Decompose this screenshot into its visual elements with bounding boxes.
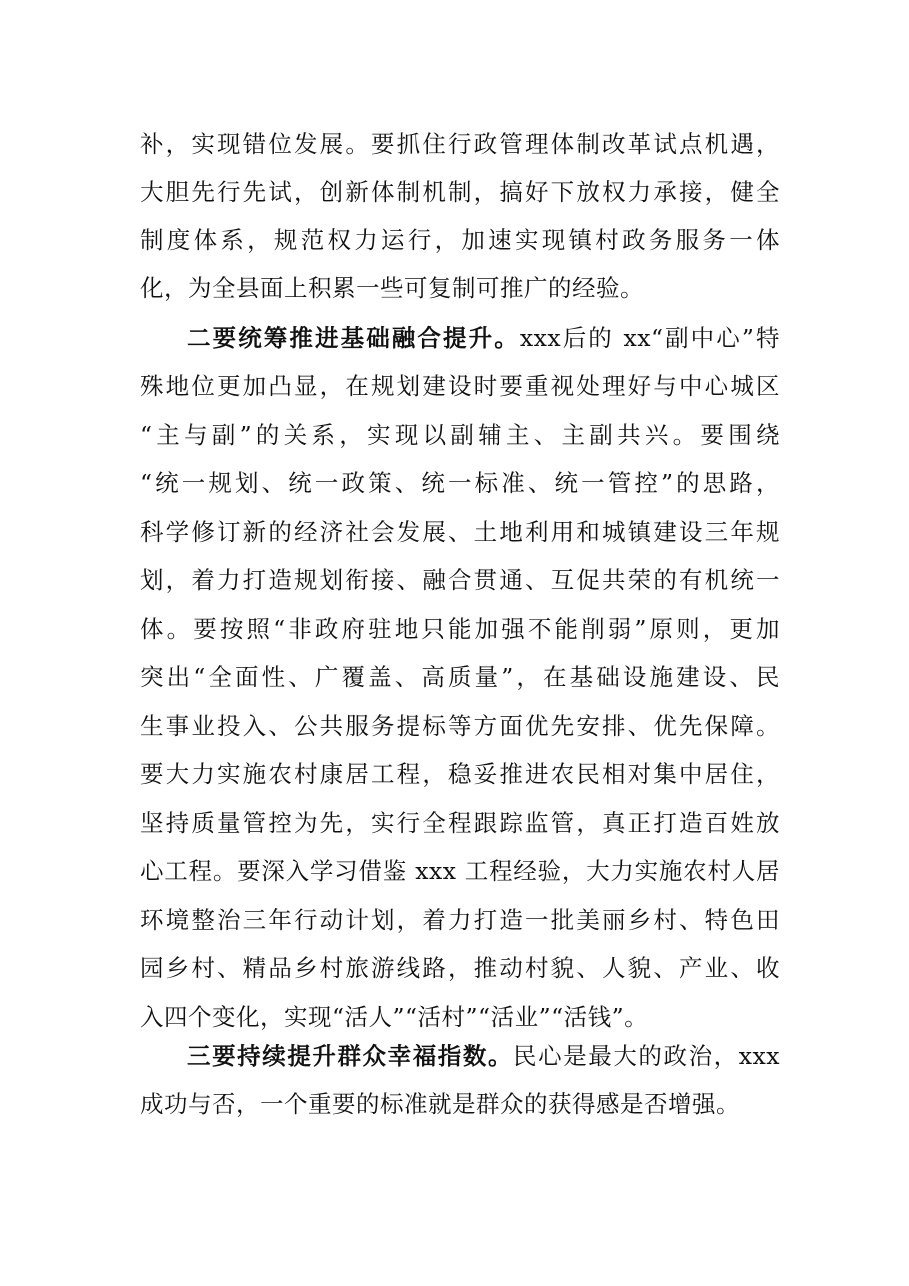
paragraph-line: 大胆先行先试，创新体制机制，搞好下放权力承接，健全 <box>140 178 780 206</box>
paragraph-line: 坚持质量管控为先，实行全程跟踪监管，真正打造百姓放 <box>140 809 780 837</box>
paragraph-line: 心工程。要深入学习借鉴 xxx 工程经验，大力实施农村人居 <box>140 857 780 885</box>
paragraph-heading: 三要持续提升群众幸福指数。 <box>187 1042 514 1070</box>
paragraph-line: 要大力实施农村康居工程，稳妥推进农民相对集中居住， <box>140 760 780 788</box>
paragraph-line: 生事业投入、公共服务提标等方面优先安排、优先保障。 <box>140 712 780 740</box>
paragraph-line: 入四个变化，实现“活人”“活村”“活业”“活钱”。 <box>140 1003 649 1031</box>
paragraph-line: 化，为全县面上积累一些可复制可推广的经验。 <box>140 274 644 302</box>
paragraph-first-line-text: xxx后的 xx“副中心”特 <box>519 324 781 352</box>
paragraph-line: “统一规划、统一政策、统一标准、统一管控”的思路， <box>140 469 780 497</box>
paragraph-line: 环境整治三年行动计划，着力打造一批美丽乡村、特色田 <box>140 906 780 934</box>
paragraph-line: 补，实现错位发展。要抓住行政管理体制改革试点机遇， <box>140 130 780 158</box>
paragraph-line: 成功与否，一个重要的标准就是群众的获得感是否增强。 <box>140 1090 740 1118</box>
paragraph-line: 园乡村、精品乡村旅游线路，推动村貌、人貌、产业、收 <box>140 954 780 982</box>
paragraph-line: 科学修订新的经济社会发展、土地利用和城镇建设三年规 <box>140 518 780 546</box>
paragraph-line: “主与副”的关系，实现以副辅主、主副共兴。要围绕 <box>140 421 780 449</box>
paragraph-line: 殊地位更加凸显，在规划建设时要重视处理好与中心城区 <box>140 372 780 400</box>
paragraph-line: 制度体系，规范权力运行，加速实现镇村政务服务一体 <box>140 226 780 254</box>
paragraph-first-line <box>140 1036 780 1076</box>
paragraph-line: 体。要按照“非政府驻地只能加强不能削弱”原则，更加 <box>140 615 780 643</box>
paragraph-line: 突出“全面性、广覆盖、高质量”，在基础设施建设、民 <box>140 663 780 691</box>
paragraph-first-line <box>140 318 780 358</box>
paragraph-line: 划，着力打造规划衔接、融合贯通、互促共荣的有机统一 <box>140 566 780 594</box>
paragraph-heading: 二要统筹推进基础融合提升。 <box>187 324 520 352</box>
paragraph-first-line-text: 民心是最大的政治，xxx <box>513 1042 781 1070</box>
